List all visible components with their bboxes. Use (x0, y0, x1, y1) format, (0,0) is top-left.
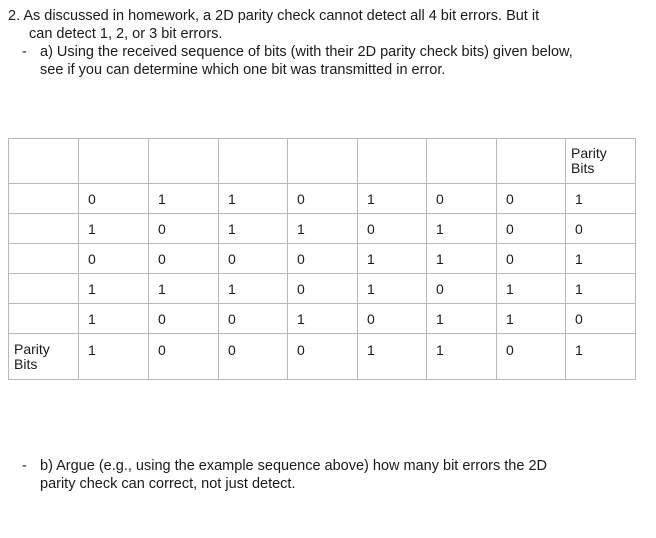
parity-column-header: Parity Bits (566, 139, 636, 184)
bit-cell: 0 (219, 244, 288, 274)
bit-cell: 0 (219, 304, 288, 334)
bit-cell: 0 (79, 184, 149, 214)
bit-cell: 0 (427, 274, 497, 304)
bit-cell: 1 (219, 214, 288, 244)
bit-cell: 0 (149, 214, 219, 244)
bit-cell: 0 (497, 334, 566, 380)
bit-cell: 0 (288, 274, 358, 304)
bit-cell: 1 (79, 304, 149, 334)
bit-cell: 0 (427, 184, 497, 214)
table-header-cell (427, 139, 497, 184)
parity-bits-row (9, 334, 636, 380)
table-row (9, 244, 636, 274)
bit-cell: 0 (497, 184, 566, 214)
bit-cell: 1 (497, 274, 566, 304)
bit-cell: 1 (149, 274, 219, 304)
bit-cell: 1 (427, 244, 497, 274)
bit-cell: 1 (79, 274, 149, 304)
bit-cell: 0 (219, 334, 288, 380)
row-label-cell (9, 274, 79, 304)
bit-cell: 1 (358, 334, 427, 380)
question-line-2: can detect 1, 2, or 3 bit errors. (29, 26, 223, 42)
bit-cell: 1 (427, 334, 497, 380)
parity-bit-cell: 0 (566, 214, 636, 244)
bit-cell: 0 (358, 304, 427, 334)
bit-cell: 0 (149, 334, 219, 380)
bit-cell: 1 (427, 304, 497, 334)
parity-table-body (9, 139, 636, 380)
part-b-line-1-text: b) Argue (e.g., using the example sequence above) how many bit errors the 2D (40, 458, 547, 474)
part-a-line-2: see if you can determine which one bit was transmitted in error. (40, 62, 446, 78)
bit-cell: 0 (79, 244, 149, 274)
bit-cell: 0 (288, 334, 358, 380)
table-header-cell (149, 139, 219, 184)
bit-cell: 1 (358, 274, 427, 304)
parity-bit-cell: 1 (566, 184, 636, 214)
table-corner-cell (9, 139, 79, 184)
parity-bit-cell: 1 (566, 244, 636, 274)
table-header-cell (219, 139, 288, 184)
table-header-cell (358, 139, 427, 184)
parity-bit-cell: 0 (566, 304, 636, 334)
parity-bit-cell: 1 (566, 334, 636, 380)
parity-table (8, 138, 636, 380)
table-row (9, 214, 636, 244)
bit-cell: 1 (288, 214, 358, 244)
bit-cell: 1 (288, 304, 358, 334)
table-row (9, 304, 636, 334)
bit-cell: 0 (149, 244, 219, 274)
question-text (8, 7, 648, 43)
bit-cell: 0 (497, 214, 566, 244)
bit-cell: 0 (497, 244, 566, 274)
table-row (9, 274, 636, 304)
question-line-1: 2. As discussed in homework, a 2D parity check cannot detect all 4 bit errors. But it (8, 8, 540, 24)
part-a-line-1-text: a) Using the received sequence of bits (with their 2D parity check bits) given below, (40, 44, 573, 60)
table-header-row (9, 139, 636, 184)
part-b-line-2: parity check can correct, not just detect. (40, 476, 296, 492)
row-label-cell (9, 214, 79, 244)
parity-row-label: Parity Bits (9, 334, 79, 380)
table-header-cell (497, 139, 566, 184)
bit-cell: 1 (358, 184, 427, 214)
table-row (9, 184, 636, 214)
bit-cell: 1 (79, 334, 149, 380)
part-b-bullet: - (22, 458, 27, 474)
part-b-line-1 (22, 457, 652, 475)
part-a-line-1 (22, 43, 652, 61)
bit-cell: 1 (79, 214, 149, 244)
bit-cell: 1 (358, 244, 427, 274)
parity-bit-cell: 1 (566, 274, 636, 304)
bit-cell: 1 (219, 184, 288, 214)
row-label-cell (9, 304, 79, 334)
part-a-bullet: - (22, 44, 27, 60)
bit-cell: 0 (288, 244, 358, 274)
bit-cell: 0 (149, 304, 219, 334)
bit-cell: 0 (288, 184, 358, 214)
bit-cell: 0 (358, 214, 427, 244)
bit-cell: 1 (427, 214, 497, 244)
row-label-cell (9, 244, 79, 274)
bit-cell: 1 (219, 274, 288, 304)
part-a-text (22, 43, 652, 79)
table-header-cell (79, 139, 149, 184)
bit-cell: 1 (149, 184, 219, 214)
table-header-cell (288, 139, 358, 184)
bit-cell: 1 (497, 304, 566, 334)
part-b-text (22, 457, 652, 493)
row-label-cell (9, 184, 79, 214)
